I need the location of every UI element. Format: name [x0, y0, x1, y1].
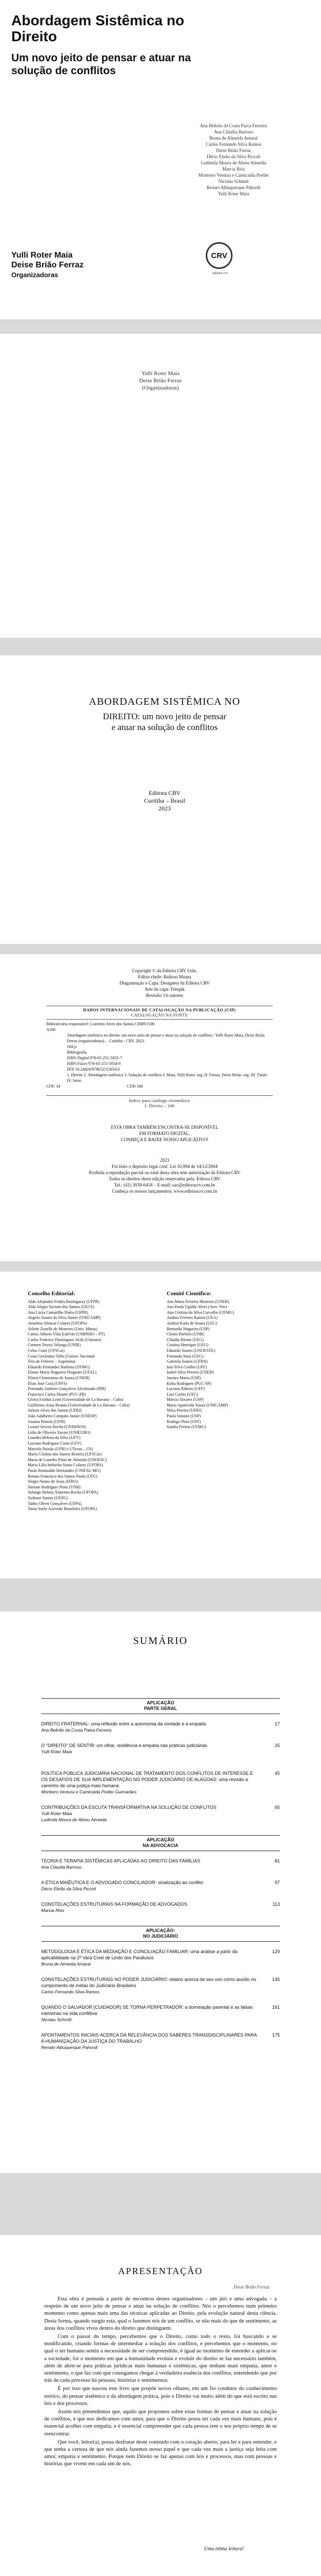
scientific-committee-title: Comitê Científico:	[167, 1291, 211, 1297]
half-title-line: Deise Brião Ferraz	[139, 378, 182, 384]
copyright-page	[0, 954, 321, 1261]
divider	[46, 1095, 273, 1096]
cover-author-list	[167, 123, 300, 197]
summary-section: APLICAÇÃO NA ADVOCACIA	[142, 1837, 179, 1848]
summary-entry-author: Carlos Fernando Silva Ramos	[41, 1989, 100, 1994]
committee-member: Cristina Henrique (UEG)	[167, 1343, 208, 1348]
summary-entry	[41, 1721, 280, 1733]
committee-member: Ana Maria Ferreira Menezes (UNEB)	[167, 1299, 229, 1304]
committee-member: Nilza Pereira (UFRJ)	[167, 1408, 202, 1413]
presentation-title: APRESENTAÇÃO	[118, 2266, 203, 2276]
summary-entry-row	[41, 1804, 280, 1810]
committee-member: Kátia Rodrigues (PUC-SP)	[167, 1381, 211, 1386]
council-member: Francisco Carlos Duarte (PUC-PR)	[28, 1392, 86, 1397]
editorial-council	[28, 1291, 156, 1512]
cip-line: ISBN Digital 978-65-251-5055-7	[67, 1056, 122, 1060]
council-member: Sydione Santos (UEPG)	[28, 1495, 68, 1500]
council-member: Anselmo Alencar Colares (UFOPA)	[28, 1320, 87, 1326]
council-member: João Adalberto Campato Junior (UNESP)	[28, 1414, 97, 1419]
council-member: Gloria Fariñas León (Universidade de La Havana – Cuba)	[28, 1397, 123, 1402]
copyright-line: Diagramação e Capa: Designers da Editora CRV	[119, 980, 210, 986]
summary-entry-author: Marcia Reis	[41, 1908, 64, 1913]
footer-line: 2023	[160, 1158, 169, 1163]
summary-section: APLICAÇÃO PARTE GERAL	[144, 1700, 177, 1711]
summary-entry-title: CONTRIBUIÇÕES DA ESCUTA TRANSFORMATIVA NA SOLUÇÃO DE CONFLITOS	[41, 1805, 217, 1810]
council-member: Maria Lília Imbiriba Sousa Colares (UFOPA)	[28, 1463, 103, 1468]
copyright-line: Editor-chefe: Railson Moura	[138, 974, 191, 979]
summary-entry-author: Ana Cláudia Barroso	[41, 1865, 82, 1870]
council-member: Cesar Gerónimo Tello (Univer. Nacional	[28, 1353, 95, 1359]
digital-notice-line: EM FORMATO DIGITAL.	[139, 1131, 190, 1136]
committee-member: Cláudia Kleine (UEG)	[167, 1337, 204, 1342]
presentation-paragraph: Com o passar do tempo, percebemos que o Direito, como todo o resto, foi buscando e se modificando, criando formas de intermediar a solução dos conflitos, e percebemos que o momento, no qual o ser humano sentiu a necessidade de ser compreendido, é igual ao momento de entender a aplicar-se a sociedade, foi o momento em que a humanidade evoluiu e evoluir do direito se faz necessário também, além de abrir-se para práticas jurídicas mais humanas e sistêmicas, que tenham mais empatia, amor e sentimento, o que faz com que consigamos chegar à verdadeira essência dos conflitos, entendendo que por trás de cada processo há pessoas, histórias e sentimentos.	[44, 2334, 277, 2384]
summary-entry-row	[41, 1770, 280, 1789]
cip-block	[46, 1021, 273, 1089]
council-member: Carlos Federico Domínguez Avila (Unieuro)	[28, 1337, 101, 1342]
summary-entry-author: Bruna de Almeida Amaral	[41, 1961, 91, 1967]
committee-member: Maria Aparecida Souza (UNICAMP)	[167, 1402, 228, 1408]
summary-entry-page: 97	[274, 1880, 280, 1885]
council-member: Aldo Alejandro Feldes Bordagaray (UFPR)	[28, 1299, 100, 1304]
half-title-names	[0, 370, 321, 392]
publisher-city: Curitiba – Brasil	[144, 797, 185, 804]
half-title-line: (Organizadoras)	[142, 385, 179, 391]
copyright-line: Revisão: Os autores	[146, 993, 183, 998]
council-member: Angelo Amaro da Silva Junior (UNICAMP)	[28, 1315, 101, 1320]
summary-entry-row	[41, 1858, 280, 1864]
summary-entry	[41, 1901, 280, 1913]
council-member: Simone Rodrigues Pinto (UNB)	[28, 1484, 81, 1489]
summary-entry-row	[41, 1976, 280, 1989]
council-member: Paulo Romualdo Hernandes (UNIFAL-MG)	[28, 1468, 101, 1473]
summary-entry	[41, 1770, 280, 1795]
author-name: Ludimila Moura de Abreu Almeida	[201, 160, 266, 165]
summary-entry-page: 81	[274, 1858, 280, 1863]
presentation-paragraph: Assim nós pretendemos que, aquilo que propomos sobre estas formas de pensar e atuar na solução de conflitos, é que nos dedicamos com amor, para que o Direito possa ser cada vez mais humano, pois é essencial acolher com empatia, e é essencial compreender que cada pessoa tem o seu próprio tempo de se reencontrar.	[44, 2409, 277, 2437]
committee-member: Gabriela Soares (UFRN)	[167, 1359, 208, 1364]
index-line: 1. Direito – 340	[144, 1104, 175, 1108]
author-name: Nicolau Schmitt	[218, 179, 249, 184]
author-name: Monteiro Ventura e Camicaida Preller	[198, 173, 269, 178]
council-member: Maria de Lourdes Pinto de Almeida (UNOESC)	[28, 1457, 107, 1462]
page-gap	[0, 319, 321, 334]
council-member: Sérgio Nunes de Jesus (IFRO)	[28, 1479, 78, 1484]
committee-member: Luiz Carlos (UEG)	[167, 1392, 199, 1397]
summary-entry-page: 129	[272, 1949, 280, 1954]
summary-entry-title: APONTAMENTOS INICIAIS ACERCA DA RELEVÂNCIA DOS SABERES TRANSDISCIPLINARES PARA A HUMANIZAÇÃO DA JUSTIÇA DO TRABALHO	[41, 2032, 257, 2044]
council-member: Tadeu Oliver Gonçalves (UFPA)	[28, 1501, 82, 1506]
cover-organizers	[11, 250, 84, 280]
summary-entry-page: 113	[272, 1902, 280, 1907]
cip-line: Bibliografia	[67, 1050, 87, 1055]
committee-member: Andrea Karla de Souza (UEG)	[167, 1320, 218, 1326]
committee-member: Márcio Tavares (USP)	[167, 1397, 204, 1402]
presentation-sign: Uma ótima leitura!	[204, 2546, 244, 2552]
summary-entry	[41, 1948, 280, 1967]
council-member: Aldo Sérgio Saviani dos Santos (UECE)	[28, 1304, 95, 1310]
copyright-line: Copyright © da Editora CRV Ltda.	[132, 968, 197, 973]
author-name: Ana Beltrão da Costa Paiva Ferreira	[200, 123, 268, 128]
index-title: Índice para catálogo sistemático	[129, 1098, 190, 1103]
page-gap	[0, 1579, 321, 1612]
council-page	[0, 1272, 321, 1579]
page-gap	[0, 1261, 321, 1272]
cip-line: Abordagem sistêmica no direito: um novo jeito de pensar e atuar na solução de conflitos / Yulli Roter Maia, Deise Brião Ferraz (organizadoras). – Curitiba : CRV, 2023.	[67, 1033, 266, 1043]
summary-section: APLICAÇÃO: NO JUDICIÁRIO	[142, 1928, 178, 1939]
committee-member: Bernardo Nogueira (USP)	[167, 1326, 210, 1331]
author-name: Carlos Fernando Silva Ramos	[206, 142, 261, 147]
page-gap	[0, 944, 321, 954]
title-line: DIREITO: um novo jeito de pensar	[102, 711, 226, 721]
summary-entry-title: CONSTELAÇÕES ESTRUTURAIS NA FORMAÇÃO DE ADVOGADOS	[41, 1902, 188, 1907]
scientific-committee-list	[167, 1299, 295, 1430]
cover-title: Abordagem Sistêmica no Direito	[11, 12, 185, 44]
copyright-footer	[51, 1157, 278, 1194]
editorial-council-title: Conselho Editorial:	[28, 1291, 75, 1297]
divider	[41, 1698, 280, 1699]
council-member: Guillermo Arias Beatón (Universidade de La Havana – Cuba)	[28, 1402, 130, 1408]
summary-entry-author: Renato Albuquerque Pahordi	[41, 2045, 98, 2050]
summary-entry-row	[41, 2032, 280, 2044]
publisher-logo-caption: editora crv	[212, 271, 228, 275]
page-gap	[0, 2173, 321, 2235]
summary-entry-row	[41, 1879, 280, 1886]
summary-entry	[41, 2032, 280, 2050]
publisher-logo: CRV	[206, 242, 233, 269]
footer-line: Proibida a reprodução parcial ou total desta obra sem autorização da Editora CRV	[88, 1170, 241, 1175]
council-member: Ana Lúcia Camarilho Dutra (UFPR)	[28, 1310, 88, 1315]
council-member: Maria Cristina dos Santos Bezerra (UFSCar)	[28, 1452, 102, 1457]
digital-notice-line: ESTA OBRA TAMBÉM ENCONTRA-SE DISPONÍVEL	[111, 1125, 219, 1130]
summary-entry-page: 65	[274, 1805, 280, 1810]
committee-member: Eduardo Soares (UNOESTE)	[167, 1348, 216, 1353]
council-member: Celso Conti (UFSCar)	[28, 1348, 65, 1353]
digital-notice-line: CONHEÇA E BAIXE NOSSO APLICATIVO!	[120, 1137, 208, 1142]
cover-subtitle: Um novo jeito de pensar e atuar na solução de conflitos	[11, 52, 191, 77]
cip-line: 184 p.	[67, 1044, 77, 1049]
summary-entry-title: O "DIREITO" DE SENTIR: um olhar, resiliência e empatia nas práticas judiciárias	[41, 1743, 207, 1748]
publisher-name: Editora CRV	[148, 789, 181, 796]
divider	[41, 1941, 280, 1942]
summary-entry	[41, 1879, 280, 1892]
summary-entry-title: TEORIA E TERAPIA SISTÊMICAS APLICADAS AO DIREITO DAS FAMÍLIAS	[41, 1858, 201, 1863]
summary-entry	[41, 1976, 280, 1995]
committee-member: Clenio Porfirio (UNB)	[167, 1332, 204, 1337]
summary-entry-title: POLÍTICA PÚBLICA JUDICIÁRIA NACIONAL DE TRATAMENTO DOS CONFLITOS DE INTERESSE E OS DESAFIOS DE SUA IMPLEMENTAÇÃO NO PODER JUDICIÁRIO DE ALAGOAS: uma revisão a caminho de uma justiça mais humana	[41, 1771, 253, 1788]
council-member: Eduardo Fernandes Barbosa (UFMG)	[28, 1364, 90, 1369]
council-member: Élsio José Corá (UFFS)	[28, 1381, 67, 1386]
cip-subtitle: CATALOGAÇÃO NA FONTE	[131, 1013, 188, 1018]
footer-line: Foi feito o depósito legal conf. Lei 10.994 de 14/12/2004	[112, 1164, 218, 1169]
summary-entry-title: A ÉTICA MAIÊUTICA E O ADVOGADO CONCILIADOR: sinalização ao conflito	[41, 1880, 204, 1885]
summary-entry-author: Yulli Roter Maia Ludimila Moura de Abreu Almeida	[41, 1811, 107, 1822]
title-page-subtitle	[72, 711, 257, 733]
committee-member: Paula Simone (USP)	[167, 1414, 201, 1419]
presentation-paragraph: É por isso que nasceu este livro que propõe novos olhares, em um fio condutor do conhecimento teórico, do pensar sistêmico e da abordagem prática, pois o Direito vai muito além do que está escrito nas leis e dos processos.	[44, 2386, 277, 2406]
copyright-line: Arte da capa: Freepik	[145, 987, 185, 992]
council-member: Fernando Antônio Gonçalves Alcoforado (IPB)	[28, 1386, 106, 1392]
author-name: Marcia Reis	[222, 166, 245, 172]
presentation-author: Deise Brião Ferraz	[234, 2284, 270, 2290]
divider	[41, 1835, 280, 1836]
title-page-title: ABORDAGEM SISTÊMICA NO	[88, 696, 241, 707]
summary-entry	[41, 1804, 280, 1823]
presentation-body	[44, 2296, 277, 2469]
copyright-top	[51, 968, 278, 998]
presentation-paragraph: Que você, leitor(a), possa desfrutar deste conteúdo com o coração aberto, para ler e para entender, e que tenha a certeza de que nós ainda fazemos nosso papel e que cada vez mais a justiça seja feita com amor, empatia e sentimento. Porque nem Direito se faz apenas com leis e processos, mas com pessoas e histórias que vivem em cada um de nós.	[44, 2439, 277, 2467]
cip-line: Bibliotecária responsável: Luzenira Alves dos Santos CRB9/1506	[46, 1022, 155, 1026]
summary-entry-row	[41, 1742, 280, 1749]
footer-line: Conheça os nossos lançamentos: www.editoracrv.com.br	[112, 1189, 218, 1194]
author-name: Renato Albuquerque Pahordi	[206, 185, 261, 190]
cip-line: CDU 34 CDD 340	[46, 1084, 143, 1089]
council-member: Josania Portela (UFPI)	[28, 1419, 65, 1424]
council-member: Arlette Zozelle de Menezes (Univ. Minas)	[28, 1326, 97, 1331]
council-member: Solange Helena Ximenes-Rocha (UFOPA)	[28, 1490, 98, 1495]
summary-entry-author: Monteiro Ventura e Camicaida Preller Guimarães	[41, 1789, 137, 1794]
cip-line: 1. Direito 2. Abordagem sistêmica 3. Solução de conflitos I. Maia, Yulli Roter. org. II. Ferraz, Deise Brião. org. III. Título IV. Série.	[67, 1073, 268, 1083]
summary-entry-page: 17	[274, 1721, 280, 1726]
footer-line: Tel.: (41) 3039-6418 – E-mail: sac@editoracrv.com.br	[114, 1182, 215, 1188]
summary-entry-page: 161	[272, 2005, 280, 2010]
publisher-year: 2023	[158, 805, 171, 812]
digital-notice	[51, 1124, 278, 1143]
council-member: Jailson Alves dos Santos (UFRJ)	[28, 1408, 82, 1413]
half-title-line: Yulli Roter Maia	[141, 370, 180, 377]
council-member: Elione Maria Nogueira Diogenes (UFAL)	[28, 1370, 97, 1375]
cip-title: DADOS INTERNACIONAIS DE CATALOGAÇÃO NA PUBLICAÇÃO (CIP)	[83, 1008, 236, 1012]
title-line: e atuar na solução de conflitos	[111, 722, 218, 732]
author-name: Décio Ebrão da Silva Piccoli	[207, 154, 260, 159]
organizers-label: Organizadoras	[11, 271, 59, 279]
summary-entry-row	[41, 1901, 280, 1907]
summary-entry-author: Nicolau Schmitt	[41, 2017, 72, 2022]
committee-member: Jussara Maria (USP)	[167, 1375, 201, 1380]
summary-entry-title: QUANDO O SALVADOR (CUIDADOR) SE TORNA PERPETRADOR: a dominação parental e as falsas memórias na vida conflitiva	[41, 2005, 253, 2016]
council-member: Lídia de Oliveira Xavier (UNIEURO)	[28, 1430, 91, 1435]
summary-entry	[41, 1858, 280, 1870]
council-member: Tres de Febrero – Argentina)	[28, 1359, 76, 1364]
cip-line: DOI 10.24824/978652515054.0	[67, 1067, 120, 1072]
half-title-page	[0, 334, 321, 638]
council-member: Leonel Severo Rocha (UNISINOS)	[28, 1425, 86, 1430]
summary-entry-title: METODOLOGIA E ÉTICA DA MEDIAÇÃO E CONCILIAÇÃO FAMILIAR: uma análise a partir da aplicabilidade na 2ª Vara Cível de Lindo dos Parafusos	[41, 1949, 238, 1960]
summary-entry-title: CONSTELAÇÕES ESTRUTURAIS NO PODER JUDICIÁRIO: relatos acerca de seu uso como auxílio no cumprimento de metas do Judiciário Brasileiro	[41, 1977, 256, 1988]
organizer-name: Yulli Roter Maia	[11, 251, 73, 260]
summary-entry-author: Yulli Roter Maia	[41, 1749, 72, 1754]
council-member: Marcelo Paixão (UFRJ e UTexas – US)	[28, 1446, 93, 1451]
author-name: Ana Cláudia Barroso	[214, 129, 253, 134]
council-member: Luciano Rodrigues Costa (UFV)	[28, 1441, 82, 1446]
summary-entry-row	[41, 1948, 280, 1961]
council-member: Elizeu Clementino de Souza (UNEB)	[28, 1375, 90, 1380]
author-name: Bruna de Almeida Amaral	[209, 135, 258, 141]
summary-entry	[41, 2004, 280, 2023]
committee-member: Sandra Freitas (UFMG)	[167, 1425, 206, 1430]
committee-member: Iara Silva Coelho (UFF)	[167, 1364, 207, 1369]
committee-member: Andrea Ferreira Ramos (UEA)	[167, 1315, 218, 1320]
committee-member: Ana Cristina da Silva Carvalho (UFMG)	[167, 1310, 234, 1315]
scientific-committee	[167, 1291, 295, 1430]
summary-entry-page: 25	[274, 1743, 280, 1748]
author-name: Yulli Roter Maia	[218, 191, 249, 196]
presentation-paragraph: Esta obra é pensada a partir de encontros destes organizadores – um júri e uma advogada – a respeito de um novo jeito de pensar e atuar na solução de conflitos. Nós o percebemos num primeiro momento como apenas mais uma das técnicas aplicadas ao Direito, pela evolução natural desta ciência. Desta forma, quando surgiu esta, qual o fazemos nós de um conflito, se não mais do que de sentimento, as áreas dos conflitos vivos dentro do direito que distinguem.	[44, 2296, 277, 2331]
title-page	[0, 655, 321, 944]
summary-entry-page: 145	[272, 1977, 280, 1982]
cover-page	[0, 0, 321, 319]
summary-entry-page: 175	[272, 2032, 280, 2038]
summary-entry	[41, 1742, 280, 1755]
presentation-page	[0, 2235, 321, 2576]
summary-page	[0, 1612, 321, 2173]
summary-entry-row	[41, 1721, 280, 1727]
organizer-name: Deise Brião Ferraz	[11, 261, 84, 269]
title-page-publisher	[103, 789, 226, 812]
summary-entry-title: DIREITO FRATERNAL: uma reflexão entre a autonomia da vontade e a empatia	[41, 1721, 206, 1726]
summary-entry-row	[41, 2004, 280, 2016]
footer-line: Todos os direitos desta edição reservados pela: Editora CRV	[109, 1176, 221, 1181]
author-name: Deise Brião Ferraz	[216, 148, 251, 153]
summary-entry-author: Décio Ebrão da Silva Piccoli	[41, 1886, 96, 1891]
council-member: Lourdes Helena da Silva (UFV)	[28, 1435, 81, 1440]
page-gap	[0, 638, 321, 655]
summary-title: SUMÁRIO	[133, 1635, 188, 1647]
divider	[46, 1019, 273, 1020]
council-member: Renato Francisco dos Santos Paula (UFG)	[28, 1473, 98, 1479]
committee-member: Luciana Ribeiro (UFF)	[167, 1386, 205, 1392]
editorial-council-list	[28, 1299, 156, 1512]
council-member: Tania Suely Azevedo Brasileiro (UFOPA)	[28, 1506, 97, 1512]
committee-member: Isabel Silva Pereira (UNEB)	[167, 1370, 214, 1375]
cip-line: A166	[46, 1027, 56, 1032]
summary-entry-page: 45	[274, 1771, 280, 1776]
committee-member: Rodrigo Pires (UFF)	[167, 1419, 201, 1424]
summary-entry-author: Ana Beltrão da Costa Paiva Ferreira	[41, 1727, 112, 1733]
committee-member: Fernanda Sena (UEG)	[167, 1353, 204, 1359]
council-member: Carlos Alberto Vilar Estêvão (UMINHO – PT)	[28, 1332, 105, 1337]
cip-line: ISBN Físico 978-65-251-5054-0	[67, 1061, 121, 1066]
council-member: Carmen Tereza Velanga (UNIR)	[28, 1343, 81, 1348]
committee-member: Ana Paula Ugalde Alves (Avec Vite)	[167, 1304, 227, 1310]
